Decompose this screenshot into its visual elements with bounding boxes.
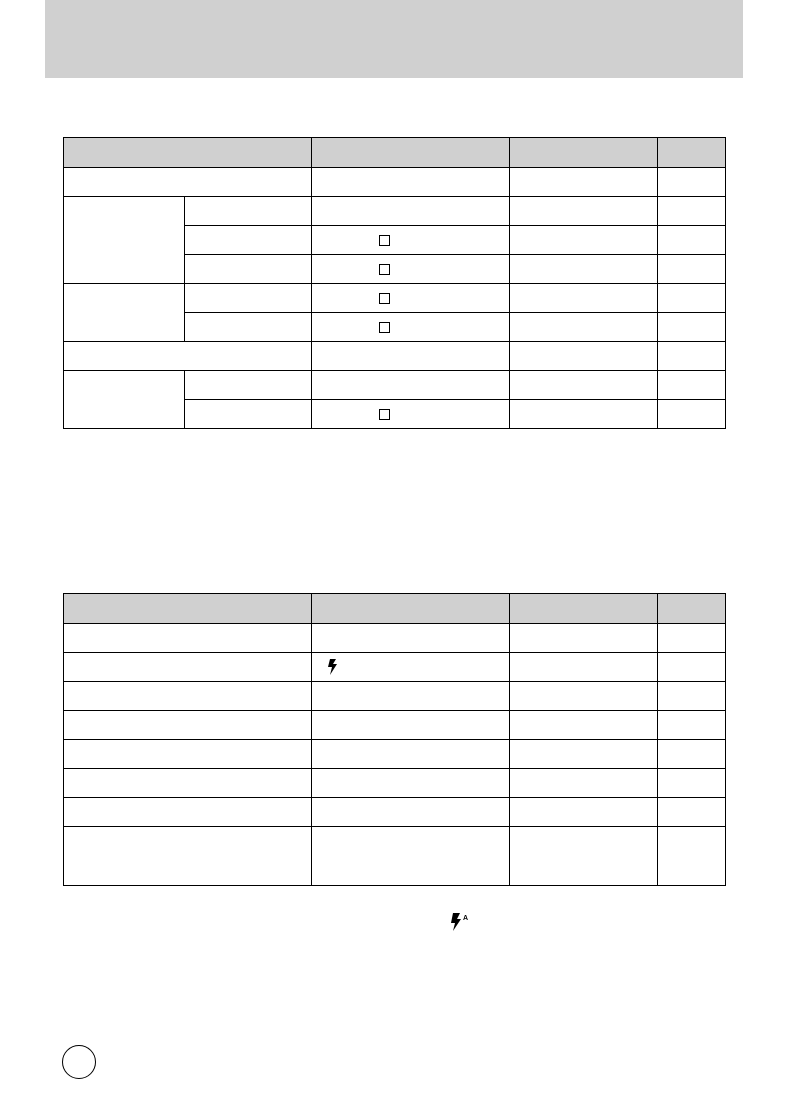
row-label [64, 769, 312, 798]
table-row [64, 769, 726, 798]
extra-cell [510, 400, 658, 429]
table-row [64, 284, 726, 313]
value-cell [312, 624, 510, 653]
column-header [658, 138, 726, 168]
sub-label [185, 400, 312, 429]
column-header [64, 594, 312, 624]
square-icon [379, 264, 390, 275]
page-cell [658, 624, 726, 653]
row-label [64, 682, 312, 711]
extra-cell [510, 226, 658, 255]
row-label [64, 711, 312, 740]
page-cell [658, 711, 726, 740]
extra-cell [510, 769, 658, 798]
column-header [312, 138, 510, 168]
table-row [64, 168, 726, 197]
column-header [658, 594, 726, 624]
row-label [64, 342, 312, 371]
table-row [64, 682, 726, 711]
page-cell [658, 168, 726, 197]
value-cell [312, 342, 510, 371]
settings-table-1 [63, 137, 726, 429]
page-cell [658, 371, 726, 400]
page-cell [658, 827, 726, 886]
table-row [64, 624, 726, 653]
table-row [64, 197, 726, 226]
table-header-row [64, 138, 726, 168]
extra-cell [510, 827, 658, 886]
value-cell [312, 740, 510, 769]
value-cell [312, 769, 510, 798]
value-cell [312, 313, 510, 342]
table-row [64, 740, 726, 769]
table-row [64, 653, 726, 682]
table-row [64, 827, 726, 886]
extra-cell [510, 313, 658, 342]
column-header [64, 138, 312, 168]
flash-icon [327, 659, 338, 673]
page-cell [658, 653, 726, 682]
sub-label [185, 284, 312, 313]
svg-text:A: A [463, 915, 469, 922]
extra-cell [510, 653, 658, 682]
page-number [62, 1045, 96, 1079]
value-cell [312, 827, 510, 886]
extra-cell [510, 798, 658, 827]
column-header [510, 594, 658, 624]
table-row [64, 798, 726, 827]
page-cell [658, 342, 726, 371]
value-cell [312, 711, 510, 740]
extra-cell [510, 197, 658, 226]
row-label [64, 168, 312, 197]
group-label [64, 371, 185, 429]
extra-cell [510, 711, 658, 740]
table-row [64, 711, 726, 740]
extra-cell [510, 740, 658, 769]
extra-cell [510, 682, 658, 711]
page-cell [658, 682, 726, 711]
sub-label [185, 371, 312, 400]
page-cell [658, 197, 726, 226]
value-cell [312, 255, 510, 284]
sub-label [185, 197, 312, 226]
page-cell [658, 226, 726, 255]
settings-table-2 [63, 593, 726, 886]
table-header-row [64, 594, 726, 624]
extra-cell [510, 342, 658, 371]
page-cell [658, 313, 726, 342]
row-label [64, 653, 312, 682]
page-cell [658, 400, 726, 429]
page-cell [658, 740, 726, 769]
extra-cell [510, 255, 658, 284]
flash-auto-icon [447, 912, 471, 932]
square-icon [379, 322, 390, 333]
sub-label [185, 226, 312, 255]
value-cell [312, 798, 510, 827]
value-cell [312, 371, 510, 400]
value-cell [312, 653, 510, 682]
value-cell [312, 682, 510, 711]
square-icon [379, 293, 390, 304]
group-label [64, 284, 185, 342]
value-cell [312, 168, 510, 197]
column-header [510, 138, 658, 168]
sub-label [185, 313, 312, 342]
value-cell [312, 197, 510, 226]
page-cell [658, 284, 726, 313]
table-row [64, 371, 726, 400]
extra-cell [510, 624, 658, 653]
header-band [45, 0, 743, 78]
row-label [64, 827, 312, 886]
square-icon [379, 235, 390, 246]
row-label [64, 624, 312, 653]
column-header [312, 594, 510, 624]
row-label [64, 740, 312, 769]
value-cell [312, 400, 510, 429]
page-cell [658, 769, 726, 798]
table-row [64, 342, 726, 371]
value-cell [312, 284, 510, 313]
sub-label [185, 255, 312, 284]
page-cell [658, 255, 726, 284]
extra-cell [510, 168, 658, 197]
group-label [64, 197, 185, 284]
extra-cell [510, 284, 658, 313]
row-label [64, 798, 312, 827]
square-icon [379, 409, 390, 420]
extra-cell [510, 371, 658, 400]
page-cell [658, 798, 726, 827]
value-cell [312, 226, 510, 255]
